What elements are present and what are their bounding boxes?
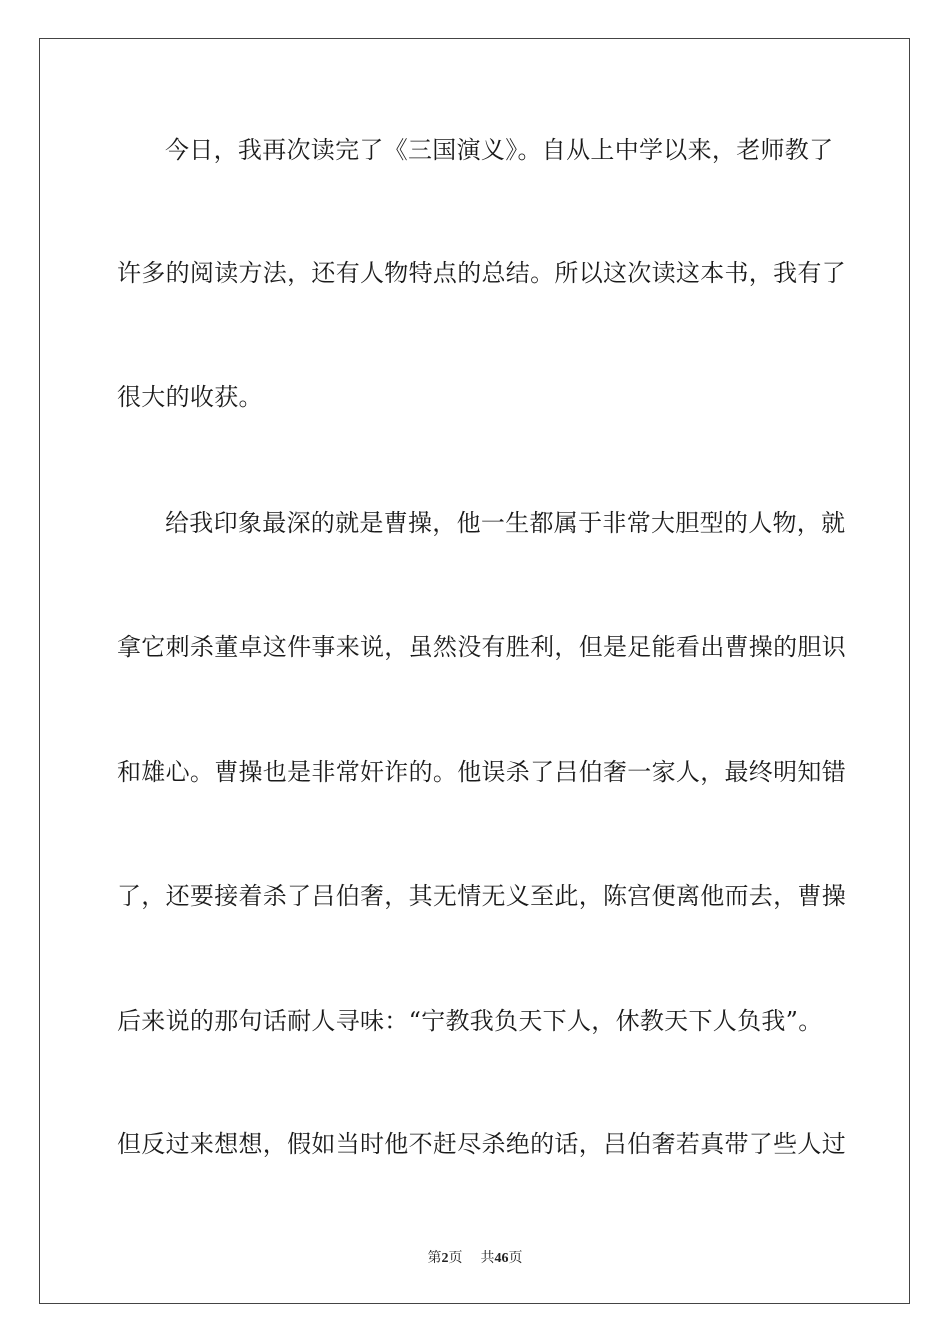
paragraph-1-line-1: 今日，我再次读完了《三国演义》。自从上中学以来，老师教了 bbox=[165, 136, 834, 164]
page-number: 2 bbox=[441, 1251, 449, 1266]
total-pages: 46 bbox=[494, 1251, 509, 1266]
paragraph-2-line-5: 后来说的那句话耐人寻味：“宁教我负天下人，休教天下人负我”。 bbox=[117, 1007, 823, 1035]
page-border bbox=[39, 38, 910, 1304]
total-suffix: 页 bbox=[508, 1250, 523, 1266]
paragraph-2-line-2: 拿它刺杀董卓这件事来说，虽然没有胜利，但是足能看出曹操的胆识 bbox=[117, 633, 846, 661]
paragraph-1-line-3: 很大的收获。 bbox=[117, 383, 263, 411]
page-suffix: 页 bbox=[448, 1250, 463, 1266]
paragraph-2-line-4: 了，还要接着杀了吕伯奢，其无情无义至此，陈宫便离他而去，曹操 bbox=[117, 882, 846, 910]
total-prefix: 共 bbox=[480, 1250, 495, 1266]
paragraph-2-line-3: 和雄心。曹操也是非常奸诈的。他误杀了吕伯奢一家人，最终明知错 bbox=[117, 758, 846, 786]
page-prefix: 第 bbox=[427, 1250, 442, 1266]
paragraph-1-line-2: 许多的阅读方法，还有人物特点的总结。所以这次读这本书，我有了 bbox=[117, 259, 846, 287]
page-footer bbox=[0, 1247, 950, 1267]
paragraph-2-line-6: 但反过来想想，假如当时他不赶尽杀绝的话，吕伯奢若真带了些人过 bbox=[117, 1130, 846, 1158]
paragraph-2-line-1: 给我印象最深的就是曹操，他一生都属于非常大胆型的人物，就 bbox=[165, 509, 846, 537]
